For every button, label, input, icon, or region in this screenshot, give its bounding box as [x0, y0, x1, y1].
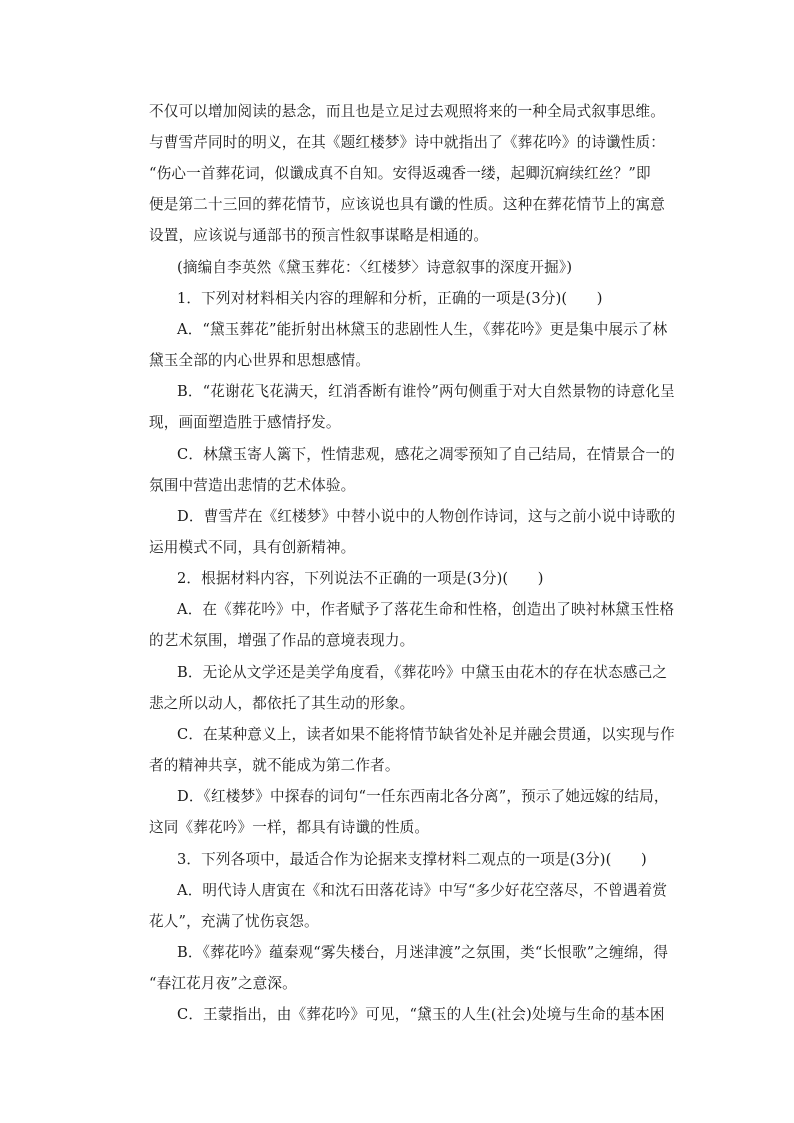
q1-option-c-cont: 氛围中营造出悲情的艺术体验。	[149, 477, 356, 494]
q2-option-d: D．《红楼梦》中探春的词句“一任东西南北各分离”，预示了她远嫁的结局，	[177, 788, 669, 805]
q2-option-d-cont: 这同《葬花吟》一样，都具有诗谶的性质。	[149, 819, 430, 836]
q3-option-c: C．王蒙指出，由《葬花吟》可见，“黛玉的人生(社会)处境与生命的基本困	[177, 1006, 665, 1023]
question-1-stem: 1．下列对材料相关内容的理解和分析，正确的一项是(3分)( )	[177, 290, 603, 307]
q2-option-a: A．在《葬花吟》中，作者赋予了落花生命和性格，创造出了映衬林黛玉性格	[177, 601, 675, 618]
q2-option-b-cont: 悲之所以动人，都依托了其生动的形象。	[149, 695, 415, 712]
q1-option-c: C．林黛玉寄人篱下，性情悲观，感花之凋零预知了自己结局，在情景合一的	[177, 446, 675, 463]
q3-option-b-cont: “春江花月夜”之意深。	[149, 975, 297, 992]
passage-line: 便是第二十三回的葬花情节，应该说也具有谶的性质。这种在葬花情节上的寓意	[149, 196, 666, 213]
passage-line: 与曹雪芹同时的明义，在其《题红楼梦》诗中就指出了《葬花吟》的诗谶性质：	[149, 134, 666, 151]
passage-line: 设置，应该说与通部书的预言性叙事谋略是相通的。	[149, 227, 489, 244]
q3-option-a: A．明代诗人唐寅在《和沈石田落花诗》中写“多少好花空落尽，不曾遇着赏	[177, 882, 668, 899]
source-citation: (摘编自李英然《黛玉葬花：〈红楼梦〉诗意叙事的深度开掘》)	[177, 259, 573, 276]
q1-option-b-cont: 现，画面塑造胜于感情抒发。	[149, 414, 341, 431]
q3-option-b: B．《葬花吟》蕴秦观“雾失楼台，月迷津渡”之氛围，类“长恨歌”之缠绵，得	[177, 944, 669, 961]
question-2-stem: 2．根据材料内容，下列说法不正确的一项是(3分)( )	[177, 570, 544, 587]
q2-option-b: B．无论从文学还是美学角度看，《葬花吟》中黛玉由花木的存在状态感己之	[177, 664, 668, 681]
q1-option-d-cont: 运用模式不同，具有创新精神。	[149, 539, 356, 556]
question-3-stem: 3．下列各项中，最适合作为论据来支撑材料二观点的一项是(3分)( )	[177, 851, 647, 868]
q2-option-c: C．在某种意义上，读者如果不能将情节缺省处补足并融会贯通，以实现与作	[177, 726, 675, 743]
q1-option-a-cont: 黛玉全部的内心世界和思想感情。	[149, 352, 371, 369]
passage-line: “伤心一首葬花词，似谶成真不自知。安得返魂香一缕，起卿沉痾续红丝？”即	[149, 165, 651, 182]
q1-option-d: D．曹雪芹在《红楼梦》中替小说中的人物创作诗词，这与之前小说中诗歌的	[177, 508, 676, 525]
q1-option-b: B．“花谢花飞花满天，红消香断有谁怜”两句侧重于对大自然景物的诗意化呈	[177, 383, 675, 400]
passage-line: 不仅可以增加阅读的悬念，而且也是立足过去观照将来的一种全局式叙事思维。	[149, 103, 666, 120]
q1-option-a: A．“黛玉葬花”能折射出林黛玉的悲剧性人生，《葬花吟》更是集中展示了林	[177, 321, 668, 338]
q3-option-a-cont: 花人”，充满了忧伤哀怨。	[149, 913, 319, 930]
q2-option-c-cont: 者的精神共享，就不能成为第二作者。	[149, 757, 400, 774]
q2-option-a-cont: 的艺术氛围，增强了作品的意境表现力。	[149, 632, 415, 649]
